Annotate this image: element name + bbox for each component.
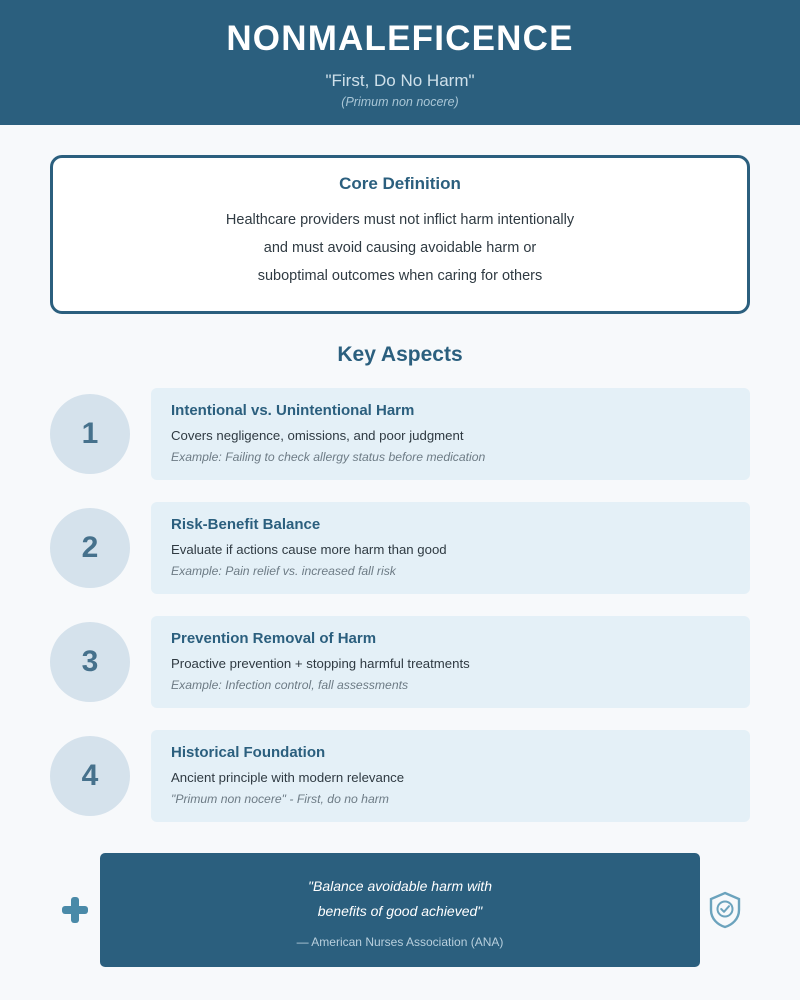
list-item [50,730,750,822]
core-definition-card [50,155,750,314]
aspect-title: Risk-Benefit Balance [171,515,321,533]
aspect-content [151,388,750,480]
aspect-description: Proactive prevention + stopping harmful treatments [171,655,470,671]
core-definition-line-3: suboptimal outcomes when caring for others [257,267,543,284]
aspect-number-badge: 3 [50,622,130,702]
footer-quote-section [50,853,750,967]
header-banner [0,0,800,125]
quote-line-2: benefits of good achieved" [317,903,483,920]
core-definition-line-2: and must avoid causing avoidable harm or [263,239,537,256]
aspect-title: Intentional vs. Unintentional Harm [171,401,415,419]
core-definition-line-1: Healthcare providers must not inflict harm intentionally [225,212,575,228]
aspect-number-badge: 2 [50,508,130,588]
aspect-example: "Primum non nocere" - First, do no harm [171,791,389,806]
aspect-number-badge: 1 [50,394,130,474]
aspect-example: Example: Pain relief vs. increased fall risk [171,563,396,578]
list-item [50,616,750,708]
aspect-number-badge: 4 [50,736,130,816]
aspect-title: Historical Foundation [171,743,326,761]
aspect-description: Covers negligence, omissions, and poor judgment [171,427,464,443]
core-definition-title: Core Definition [339,174,461,193]
header-latin-phrase: (Primum non nocere) [341,95,459,109]
aspect-description: Ancient principle with modern relevance [171,769,405,785]
aspect-description: Evaluate if actions cause more harm than good [171,541,447,557]
aspect-example: Example: Failing to check allergy status before medication [171,449,486,464]
aspect-example: Example: Infection control, fall assessments [171,677,409,692]
shield-check-icon [700,891,750,929]
header-subtitle: "First, Do No Harm" [325,71,475,90]
key-aspects-list [0,388,800,822]
quote-line-1: "Balance avoidable harm with [308,877,492,894]
aspect-content [151,502,750,594]
quote-attribution: — American Nurses Association (ANA) [296,935,504,950]
list-item [50,502,750,594]
aspect-content [151,730,750,822]
aspect-title: Prevention Removal of Harm [171,629,377,647]
page-title: NONMALEFICENCE [226,19,574,58]
key-aspects-heading: Key Aspects [337,342,463,366]
list-item [50,388,750,480]
medical-cross-icon [50,897,100,923]
quote-card [100,853,700,967]
aspect-content [151,616,750,708]
